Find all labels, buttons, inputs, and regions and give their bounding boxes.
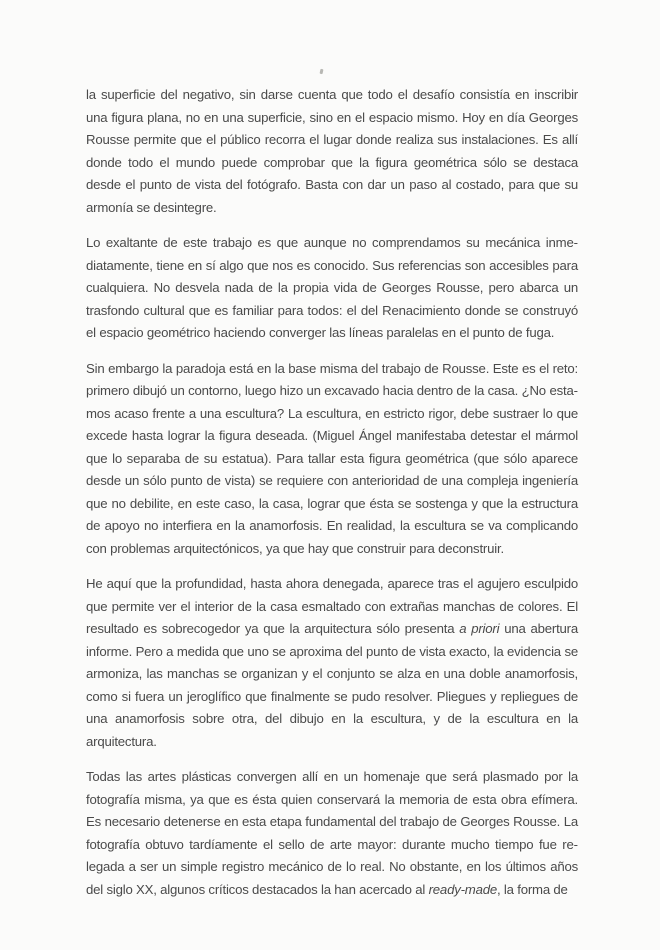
paragraph	[86, 84, 578, 219]
paragraph-text: la superficie del negativo, sin darse cuenta que todo el desafío consistía en inscribir una figura plana, no en una superficie, sino en el espacio mismo. Hoy en día Georges Rousse permite que el público recorra el lugar donde realiza sus instalaciones. Es allí donde todo el mundo puede comprobar que la figura geométrica sólo se destaca desde el punto de vista del fotógrafo. Basta con dar un paso al costado, para que su armonía se desintegre.	[86, 87, 578, 215]
paragraph-text: Todas las artes plásticas convergen allí en un homenaje que será plasmado por la fotografía misma, ya que es ésta quien conservará la memoria de esta obra efímera. Es necesario detenerse en esta etapa fundamental del trabajo de Georges Rousse. La fotografía obtuvo tardíamente el sello de arte mayor: durante mucho tiempo fue relegada a ser un simple registro mecánico de lo real. No obstante, en los últimos años del siglo XX, algunos críticos destacados la han acercado al	[86, 769, 578, 897]
paragraph-text: Sin embargo la paradoja está en la base misma del trabajo de Rousse. Este es el reto: primero dibujó un contorno, luego hizo un excavado hacia dentro de la casa. ¿No estamos acaso frente a una escultura? La escultura, en estricto rigor, debe sustraer lo que excede hasta lograr la figura deseada. (Miguel Ángel manifestaba detestar el mármol que lo separaba de su estatua). Para tallar esta figura geométrica (que sólo aparece desde un sólo punto de vista) se requiere con anterioridad de una compleja ingeniería que no debilite, en este caso, la casa, lograr que ésta se sostenga y que la estructura de apoyo no interfiera en la anamorfosis. En realidad, la escultura se va complicando con problemas arquitectónicos, ya que hay que construir para deconstruir.	[86, 360, 578, 556]
paragraph	[86, 573, 578, 753]
paragraph-text: Lo exaltante de este trabajo es que aunque no comprendamos su mecánica inmediatamente, tiene en sí algo que nos es conocido. Sus referencias son accesibles para cualquiera. No desvela nada de la propia vida de Georges Rousse, pero abarca un trasfondo cultural que es familiar para todos: el del Renacimiento donde se construyó el espacio geométrico haciendo converger las líneas paralelas en el punto de fuga.	[86, 235, 578, 340]
italic-phrase-ready-made: ready-made	[428, 881, 497, 897]
paragraph-text: He aquí que la profundidad, hasta ahora denegada, aparece tras el agujero esculpido que permite ver el interior de la casa esmaltado con extrañas manchas de colores. El resultado es sobrecogedor ya que la arquitectura sólo presenta	[86, 576, 578, 636]
paragraph	[86, 232, 578, 345]
text-column	[86, 84, 578, 914]
scan-speck	[320, 69, 324, 75]
italic-phrase-a-priori: a priori	[459, 621, 500, 636]
paragraph	[86, 358, 578, 561]
paragraph-text: una abertura informe. Pero a medida que uno se aproxima del punto de vista exacto, la evidencia se armoniza, las manchas se organizan y el conjunto se alza en una doble anamorfosis, como si fuera un jeroglífico que finalmente se pudo resolver. Pliegues y repliegues de una anamorfosis sobre otra, del dibujo en la escultura, y de la escultura en la arquitectura.	[86, 621, 578, 749]
paragraph	[86, 766, 578, 901]
paragraph-text: , la forma de	[496, 881, 568, 897]
